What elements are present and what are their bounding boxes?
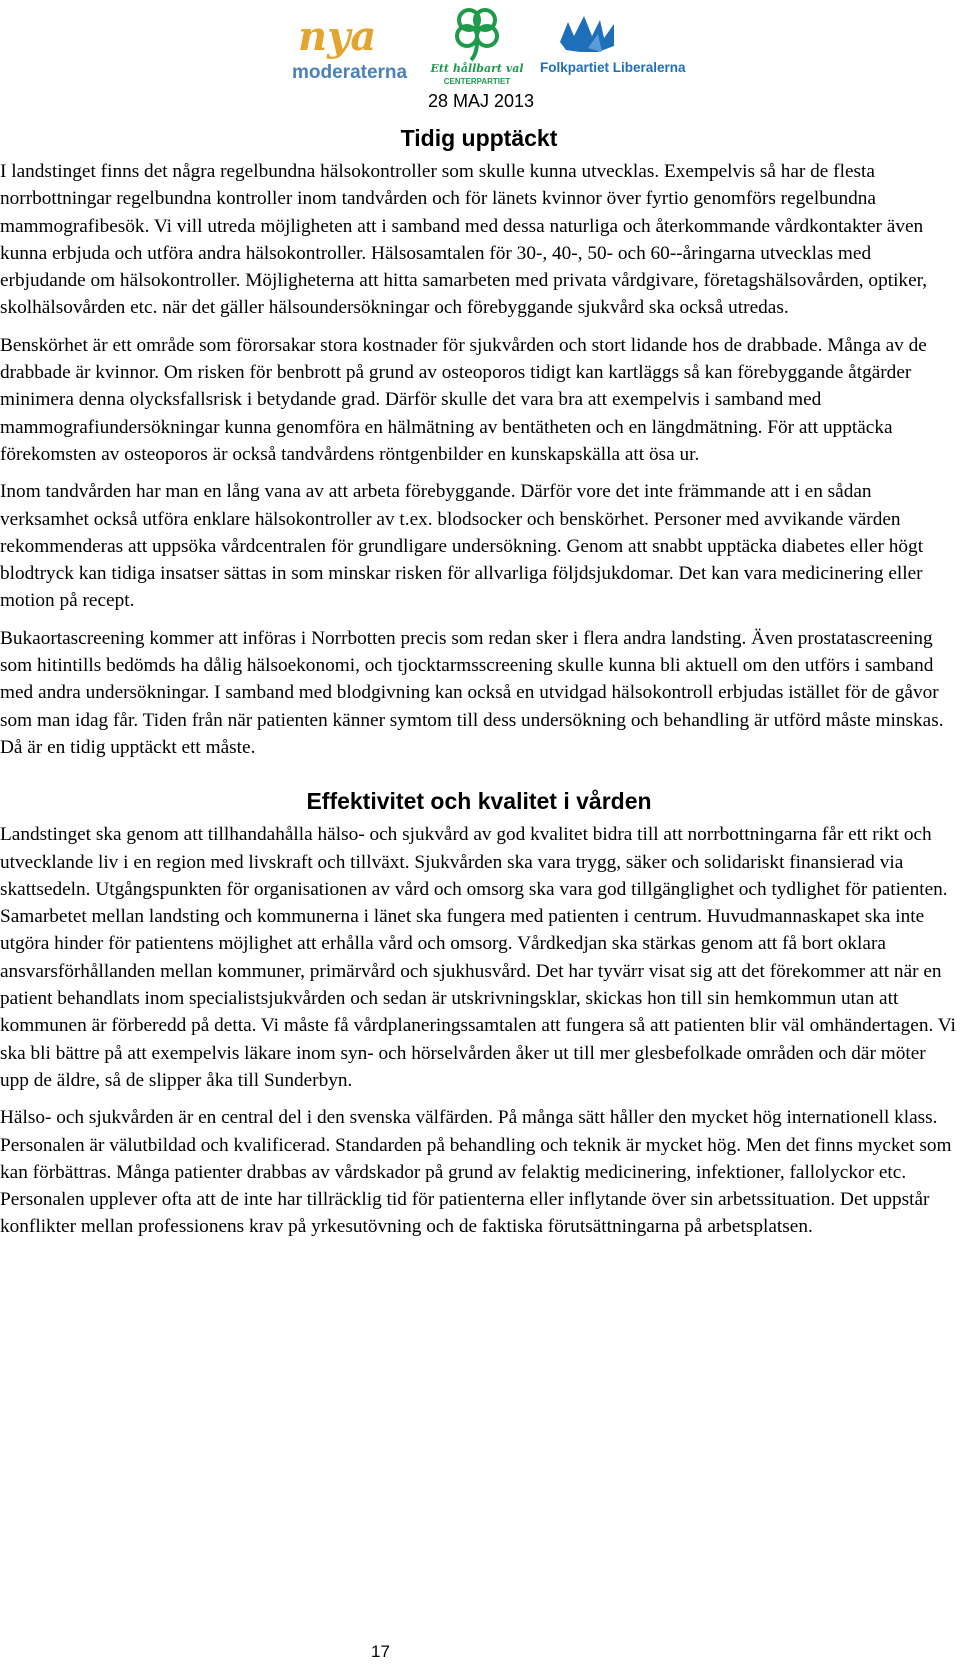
paragraph: Hälso- och sjukvården är en central del i den svenska välfärden. På många sätt håller den mycket hög internationell klass. Personalen är välutbildad och kvalificerad. Standarden på behandling och teknik är mycket hög. Men det finns mycket som kan förbättras. Många patienter drabbas av vårdskador på grund av felaktig medicinering, infektioner, fallolyckor etc. Personalen upplever ofta att de inte har tillräcklig tid för patienterna eller inflytande över sin arbetssituation. Det uppstår konflikter mellan professionens krav på yrkesutövning och de faktiska förutsättningarna på arbetsplatsen. [0, 1107, 952, 1238]
svg-text:CENTERPARTIET: CENTERPARTIET [443, 77, 511, 86]
paragraph: Inom tandvården har man en lång vana av att arbeta förebyggande. Därför vore det inte främmande att i en sådan verksamhet också utföra enklare hälsokontroller av t.ex. blodsocker och benskörhet. Personer med avvikande värden rekommenderas att uppsöka vårdcentralen för grundligare undersökning. Genom att snabbt upptäcka diabetes eller högt blodtryck kan tidiga insatser sättas in som minskar risken för allvarliga följdsjukdomar. Det kan vara medicinering eller motion på recept. [0, 481, 924, 612]
section-heading-tidig-upptackt: Tidig upptäckt [400, 125, 558, 151]
svg-text:nya: nya [298, 13, 377, 60]
clover-icon [457, 10, 497, 60]
svg-text:moderaterna: moderaterna [292, 62, 408, 83]
document-date: 28 MAJ 2013 [428, 91, 535, 111]
cornflower-icon [560, 16, 614, 52]
svg-text:Folkpartiet Liberalerna: Folkpartiet Liberalerna [540, 60, 686, 75]
svg-text:Ett hållbart val: Ett hållbart val [430, 62, 524, 75]
party-logos [290, 4, 690, 88]
centerpartiet-logo [430, 4, 524, 88]
document-body [0, 124, 958, 1251]
moderaterna-logo [290, 12, 420, 84]
paragraph: I landstinget finns det några regelbundna hälsokontroller som skulle kunna utvecklas. Exempelvis så har de flesta norrbottningar regelbundna kontroller inom tandvården och för länets kvinnor över fyrtio genomförs regelbundna mammografibesök. Vi vill utreda möjligheten att i samband med dessa naturliga och återkommande vårdkontakter även kunna erbjuda och utföra andra hälsokontroller. Hälsosamtalen för 30-, 40-, 50- och 60--åringarna utvecklas med erbjudande om hälsokontroller. Möjligheterna att hitta samarbeten med privata vårdgivare, företagshälsovården, optiker, skolhälsovården etc. när det gäller hälsoundersökningar och förebyggande sjukvård ska också utredas. [0, 161, 928, 319]
paragraph: Landstinget ska genom att tillhandahålla hälso- och sjukvård av god kvalitet bidra till att norrbottningarna får ett rikt och utvecklande liv i en region med livskraft och tillväxt. Sjukvården ska vara trygg, säker och solidariskt finansierad via skattsedeln. Utgångspunkten för organisationen av vård och omsorg ska vara god tillgänglighet och tydlighet för patienten. Samarbetet mellan landsting och kommunerna i länet ska fungera med patienten i centrum. Huvudmannaskapet ska inte utgöra hinder för patientens möjlighet att erhålla vård och omsorg. Vårdkedjan ska stärkas genom att få bort oklara ansvarsförhållanden mellan kommuner, primärvård och sjukhusvård. Det har tyvärr visat sig att det förekommer att när en patient behandlats inom specialistsjukvården och sedan är utskrivningsklar, skickas hon till sin hemkommun utan att kommunen är förberedd på detta. Vi måste få vårdplaneringssamtalen att fungera så att patienten blir väl omhändertagen. Vi ska bli bättre på att exempelvis läkare inom syn- och hörselvården åker ut till mer glesbefolkade områden och där möter upp de äldre, så de slipper åka till Sunderbyn. [0, 824, 956, 1091]
section-heading-effektivitet: Effektivitet och kvalitet i vården [306, 788, 652, 815]
paragraph: Benskörhet är ett område som förorsakar stora kostnader för sjukvården och stort lidande hos de drabbade. Många av de drabbade är kvinnor. Om risken för benbrott på grund av osteoporos tidigt kan kartläggs så kan förebyggande åtgärder minimera denna olycksfallsrisk i betydande grad. Därför skulle det vara bra att exempelvis i samband med mammografiundersökningar kunna genomföra en hälmätning av bentätheten och en längdmätning. För att upptäcka förekomsten av osteoporos är också tandvårdens röntgenbilder en kunskapskälla att ösa ur. [0, 334, 927, 465]
paragraph: Bukaortascreening kommer att införas i Norrbotten precis som redan sker i flera andra landsting. Även prostatascreening som hitintills bedömds ha dålig hälsoekonomi, och tjocktarmsscreening skulle kunna bli aktuell om den utförs i samband med andra undersökningar. I samband med blodgivning kan också en utvidgad hälsokontroll erbjudas istället för de gåvor som man idag får. Tiden från när patienten känner symtom till dess undersökning och behandling är utförd måste minskas. Då är en tidig upptäckt ett måste. [0, 627, 944, 758]
folkpartiet-liberalerna-logo [540, 12, 686, 82]
page-number: 17 [371, 1642, 390, 1661]
